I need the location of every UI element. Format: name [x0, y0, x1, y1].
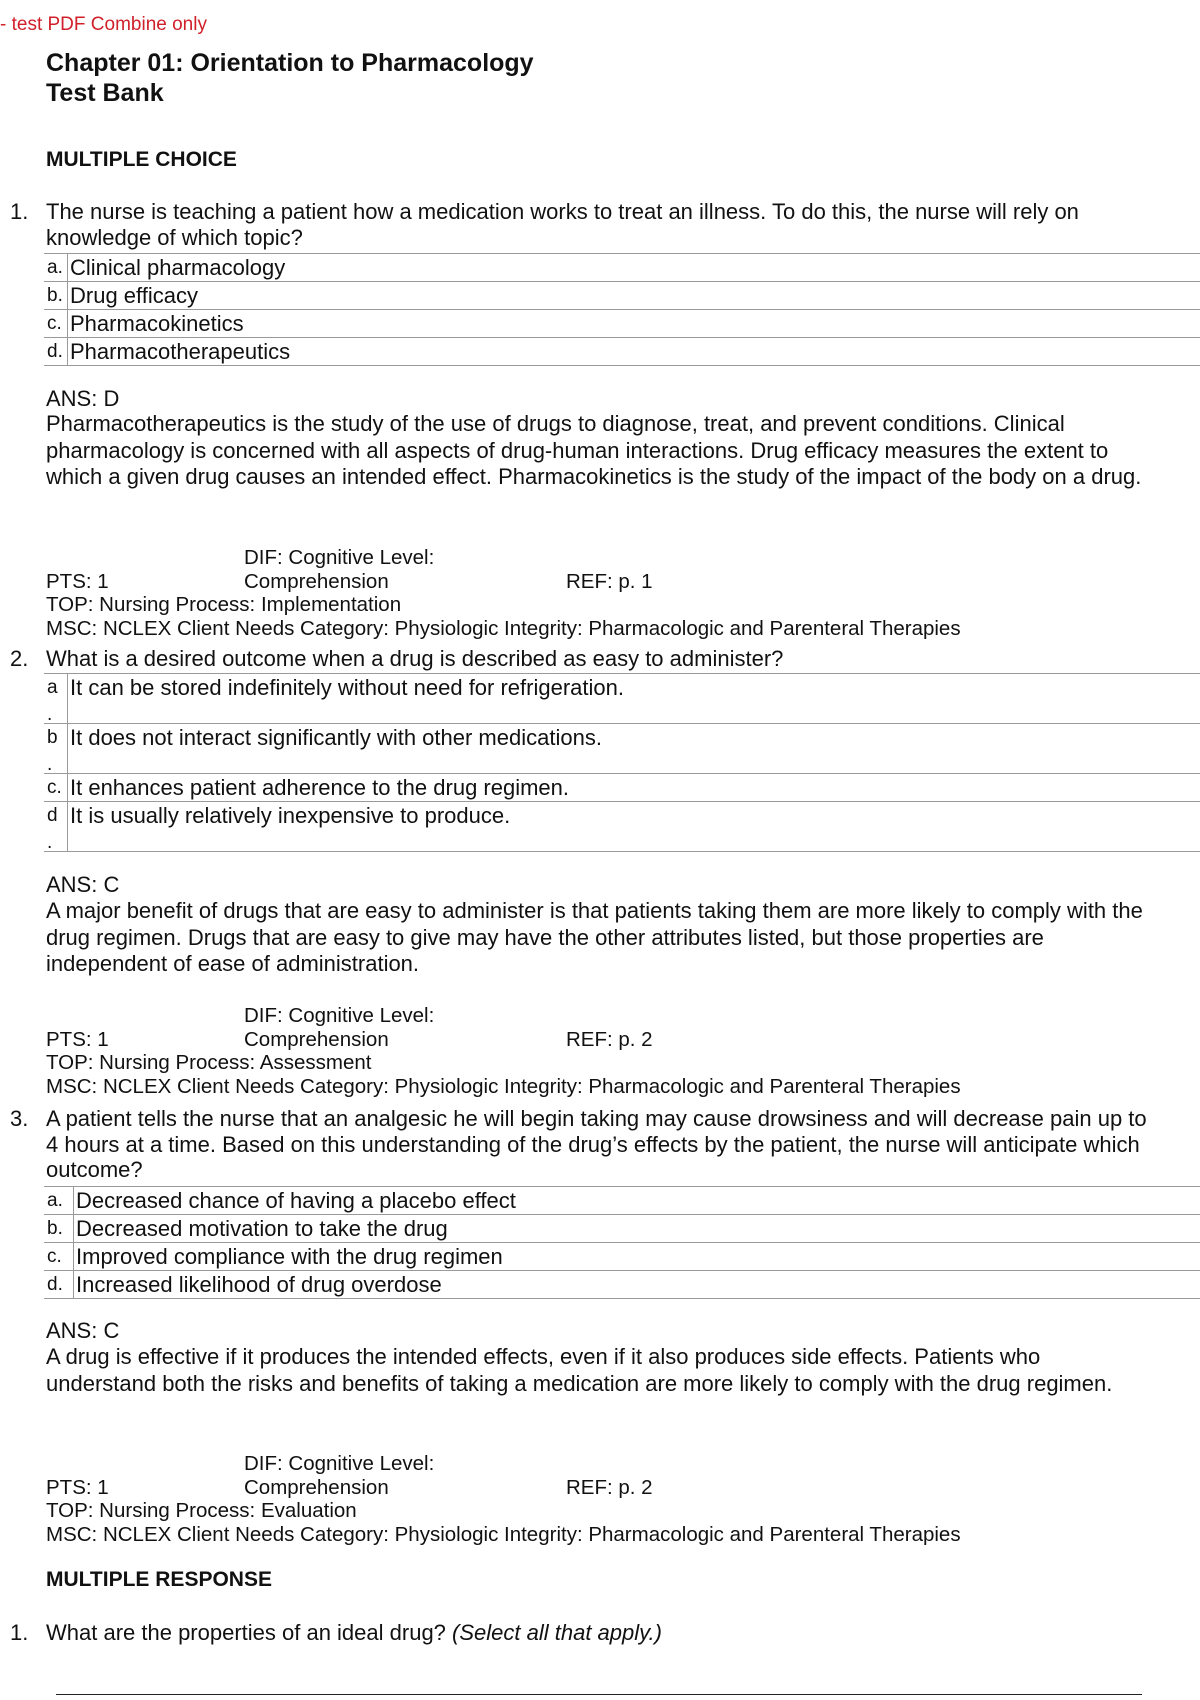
select-all-note: (Select all that apply.) — [452, 1620, 662, 1645]
topic: TOP: Nursing Process: Evaluation — [46, 1499, 357, 1522]
topic: TOP: Nursing Process: Implementation — [46, 593, 402, 616]
choice-label: d. — [44, 338, 68, 365]
question-stem: The nurse is teaching a patient how a medication works to treat an illness. To do this, the nurse will rely on knowledge of which topic? — [46, 199, 1079, 250]
choice-row — [44, 674, 1200, 724]
choice-row — [44, 254, 1200, 282]
question-stem: What is a desired outcome when a drug is described as easy to administer? — [46, 646, 784, 671]
rationale-text: A drug is effective if it produces the intended effects, even if it also produces side effects. Patients who understand both the risks and benefits of taking a medication are more likely to comply with the drug regimen. — [46, 1344, 1113, 1396]
question-number: 3. — [10, 1106, 29, 1131]
question-metadata — [46, 1452, 961, 1546]
choice-text: It enhances patient adherence to the drug regimen. — [70, 775, 570, 800]
choice-label: a. — [44, 1187, 74, 1214]
choice-row — [44, 1215, 1200, 1243]
answer-choices — [44, 253, 1200, 366]
choice-row — [44, 724, 1200, 774]
choice-text: It can be stored indefinitely without need for refrigeration. — [70, 675, 624, 700]
choice-text: Decreased chance of having a placebo effect — [76, 1188, 516, 1213]
msc-category: MSC: NCLEX Client Needs Category: Physiologic Integrity: Pharmacologic and Parenteral Therapies — [46, 1522, 961, 1546]
choice-label: b. — [44, 282, 68, 309]
choice-label: b. — [44, 1215, 74, 1242]
question-number: 1. — [10, 1620, 29, 1645]
choice-row — [44, 1187, 1200, 1215]
choice-text: Improved compliance with the drug regimen — [76, 1244, 503, 1269]
page-rule — [56, 1694, 1142, 1695]
choice-text: It does not interact significantly with other medications. — [70, 725, 602, 750]
answer-choices — [44, 1186, 1200, 1299]
choice-text: Clinical pharmacology — [70, 255, 286, 280]
reference: REF: p. 1 — [566, 569, 653, 593]
rationale-text: A major benefit of drugs that are easy to administer is that patients taking them are more likely to comply with the drug regimen. Drugs that are easy to give may have the other attributes listed, but those properties are independent of ease of administration. — [46, 898, 1143, 976]
answer-key: ANS: C — [46, 1318, 120, 1343]
choice-row — [44, 282, 1200, 310]
topic: TOP: Nursing Process: Assessment — [46, 1051, 372, 1074]
msc-category: MSC: NCLEX Client Needs Category: Physiologic Integrity: Pharmacologic and Parenteral Therapies — [46, 616, 961, 640]
question-number: 1. — [10, 199, 29, 224]
choice-row — [44, 1271, 1200, 1299]
choice-label: a. — [44, 254, 68, 281]
choice-text: Decreased motivation to take the drug — [76, 1216, 448, 1241]
choice-text: It is usually relatively inexpensive to produce. — [70, 803, 511, 828]
answer-key: ANS: C — [46, 872, 120, 897]
rationale-text: Pharmacotherapeutics is the study of the use of drugs to diagnose, treat, and prevent conditions. Clinical pharmacology is concerned with all aspects of drug-human interactions. Drug efficacy measures the extent to which a given drug causes an intended effect. Pharmacokinetics is the study of the impact of the body on a drug. — [46, 411, 1142, 489]
question-stem: What are the properties of an ideal drug? (Select all that apply.) — [46, 1620, 662, 1645]
choice-label: c. — [44, 1243, 74, 1270]
reference: REF: p. 2 — [566, 1027, 653, 1051]
question-stem: A patient tells the nurse that an analgesic he will begin taking may cause drowsiness and will decrease pain up to 4 hours at a time. Based on this understanding of the drug’s effects by the patient, the nurse will anticipate which outcome? — [46, 1106, 1147, 1182]
question-number: 2. — [10, 646, 29, 671]
section-multiple-response: MULTIPLE RESPONSE — [46, 1568, 272, 1591]
choice-text: Pharmacokinetics — [70, 311, 244, 336]
choice-label: a . — [44, 674, 68, 723]
chapter-title: Chapter 01: Orientation to Pharmacology — [46, 49, 534, 77]
reference: REF: p. 2 — [566, 1475, 653, 1499]
difficulty: DIF: Cognitive Level: Comprehension — [244, 546, 435, 593]
points: PTS: 1 — [46, 569, 109, 593]
answer-key: ANS: D — [46, 386, 120, 411]
question-metadata — [46, 1004, 961, 1098]
difficulty: DIF: Cognitive Level: Comprehension — [244, 1004, 435, 1051]
difficulty: DIF: Cognitive Level: Comprehension — [244, 1452, 435, 1499]
choice-label: d. — [44, 1271, 74, 1298]
test-bank-subtitle: Test Bank — [46, 79, 164, 107]
choice-row — [44, 774, 1200, 802]
points: PTS: 1 — [46, 1027, 109, 1051]
msc-category: MSC: NCLEX Client Needs Category: Physiologic Integrity: Pharmacologic and Parenteral Therapies — [46, 1074, 961, 1098]
choice-label: c. — [44, 774, 68, 801]
choice-row — [44, 802, 1200, 852]
choice-row — [44, 338, 1200, 366]
answer-choices — [44, 673, 1200, 852]
choice-text: Drug efficacy — [70, 283, 198, 308]
question-metadata — [46, 546, 961, 640]
page-header — [46, 48, 534, 108]
choice-text: Increased likelihood of drug overdose — [76, 1272, 442, 1297]
points: PTS: 1 — [46, 1475, 109, 1499]
choice-label: c. — [44, 310, 68, 337]
choice-label: d . — [44, 802, 68, 851]
choice-row — [44, 1243, 1200, 1271]
watermark-text: - test PDF Combine only — [0, 14, 207, 35]
section-multiple-choice: MULTIPLE CHOICE — [46, 148, 237, 171]
choice-text: Pharmacotherapeutics — [70, 339, 291, 364]
choice-row — [44, 310, 1200, 338]
choice-label: b . — [44, 724, 68, 773]
